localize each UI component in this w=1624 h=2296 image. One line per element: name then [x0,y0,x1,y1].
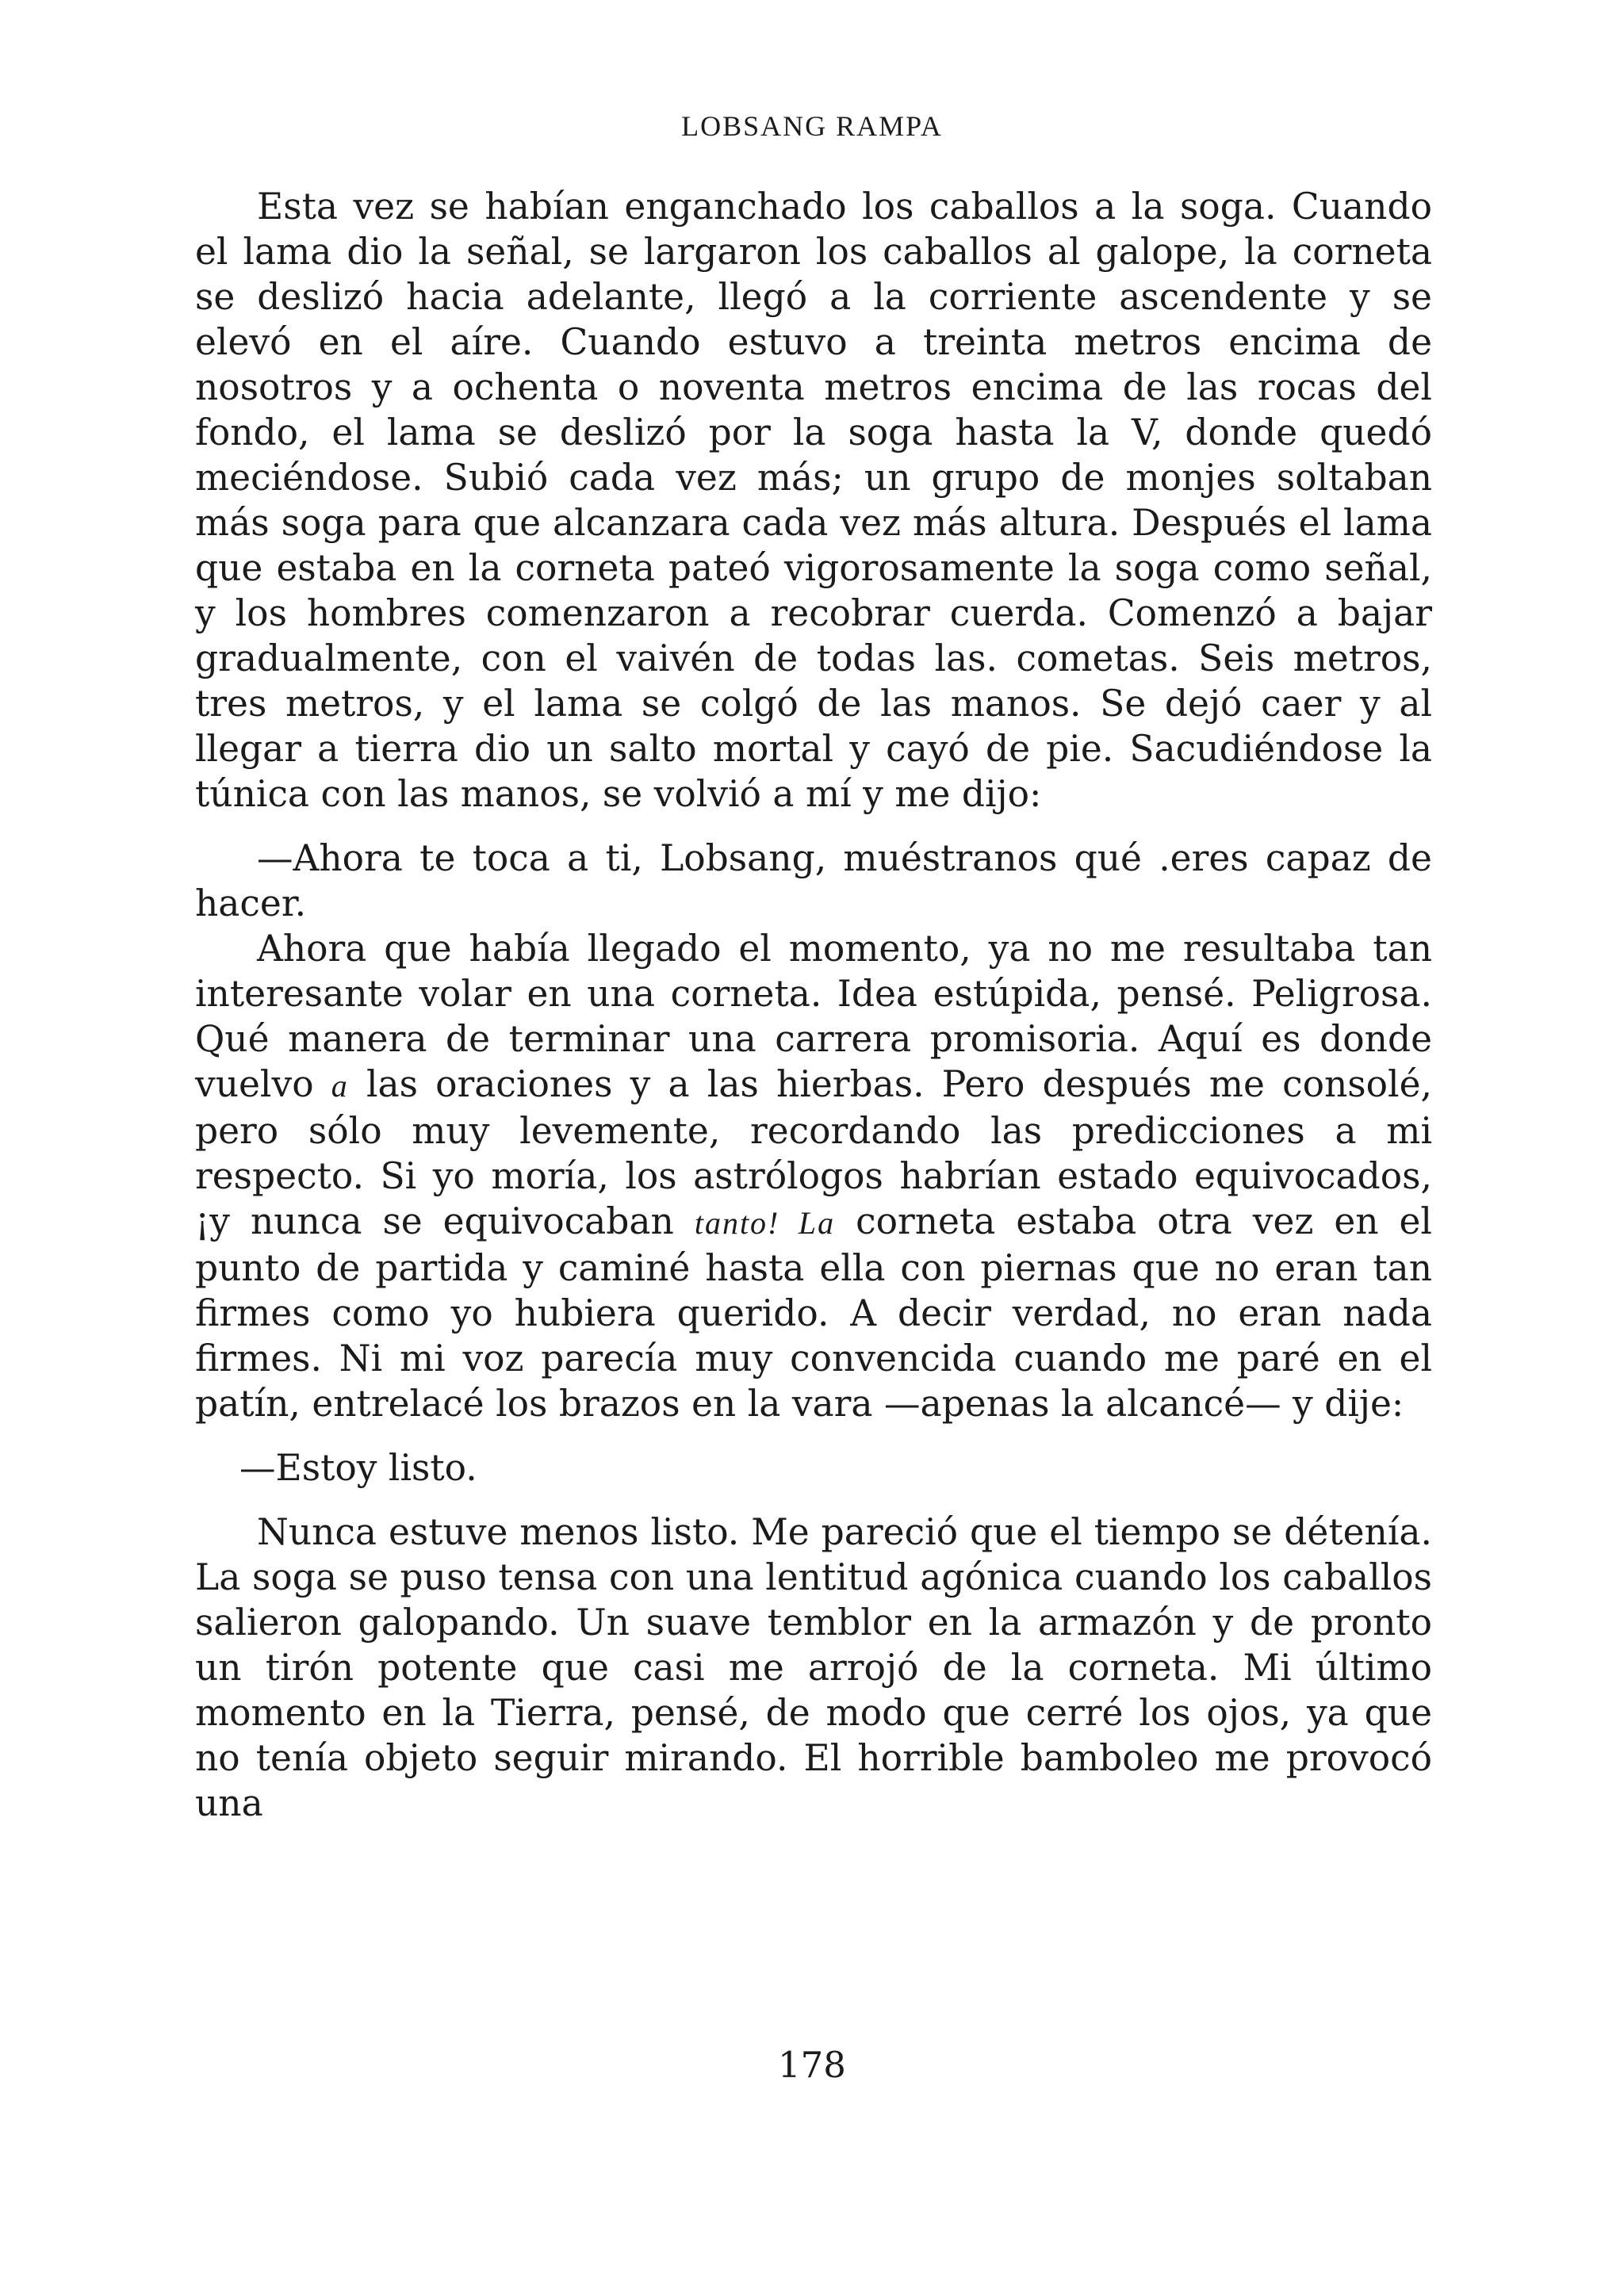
paragraph-kite-flight: Esta vez se habían enganchado los caballos a la soga. Cuando el lama dio la señal, se largaron los caballos al galope, la corneta se deslizó hacia adelante, llegó a la corriente ascendente y se elevó en el aíre. Cuando estuvo a treinta metros encima de nosotros y a ochenta o noventa metros encima de las rocas del fondo, el lama se deslizó por la soga hasta la V, donde quedó meciéndose. Subió cada vez más; un grupo de monjes soltaban más soga para que alcanzara cada vez más altura. Después el lama que estaba en la corneta pateó vigorosamente la soga como señal, y los hombres comenzaron a recobrar cuerda. Comenzó a bajar gradualmente, con el vaivén de todas las. cometas. Seis metros, tres metros, y el lama se colgó de las manos. Se dejó caer y al llegar a tierra dio un salto mortal y cayó de pie. Sacudiéndose la túnica con las manos, se volvió a mí y me dijo: [195,186,1432,815]
paragraph-dialogue-ready: —Estoy listo. [239,1447,477,1489]
paragraph-dialogue-your-turn: —Ahora te toca a ti, Lobsang, muéstranos qué .eres capaz de hacer. [195,837,1432,924]
paragraph-takeoff: Nunca estuve menos listo. Me pareció que el tiempo se détenía. La soga se puso tensa con una lentitud agónica cuando los caballos salieron galopando. Un suave temblor en la armazón y de pronto un tirón potente que casi me arrojó de la corneta. Mi último momento en la Tierra, pensé, de modo que cerré los ojos, ya que no tenía objeto seguir mirando. El horrible bamboleo me provocó una [195,1511,1432,1824]
body-text [195,184,1432,1826]
page-number: 178 [778,2044,846,2086]
running-head: LOBSANG RAMPA [681,110,943,142]
italic-phrase: tanto! La [694,1205,836,1241]
italic-word: a [331,1068,349,1104]
paragraph-fear-part-1: Ahora que había llegado el momento, ya no me resultaba tan interesante volar en una corneta. Idea estúpida, pensé. Peligrosa. Qué manera de terminar una carrera promisoria. Aquí es donde vuelvo [195,928,1432,1105]
paragraph-fear-part-3: corneta estaba otra vez en el punto de partida y caminé hasta ella con piernas que no eran tan firmes como yo hubiera querido. A decir verdad, no eran nada firmes. Ni mi voz parecía muy convencida cuando me paré en el patín, entrelacé los brazos en la vara —apenas la alcancé— y dije: [195,1200,1432,1425]
paragraph-fear-part-2: las oraciones y a las hierbas. Pero después me consolé, pero sólo muy levemente, recordando las predicciones a mi respecto. Si yo moría, los astrólogos habrían estado equivocados, ¡y nunca se equivocaban [195,1063,1432,1242]
paragraph-fear [195,926,1432,1426]
